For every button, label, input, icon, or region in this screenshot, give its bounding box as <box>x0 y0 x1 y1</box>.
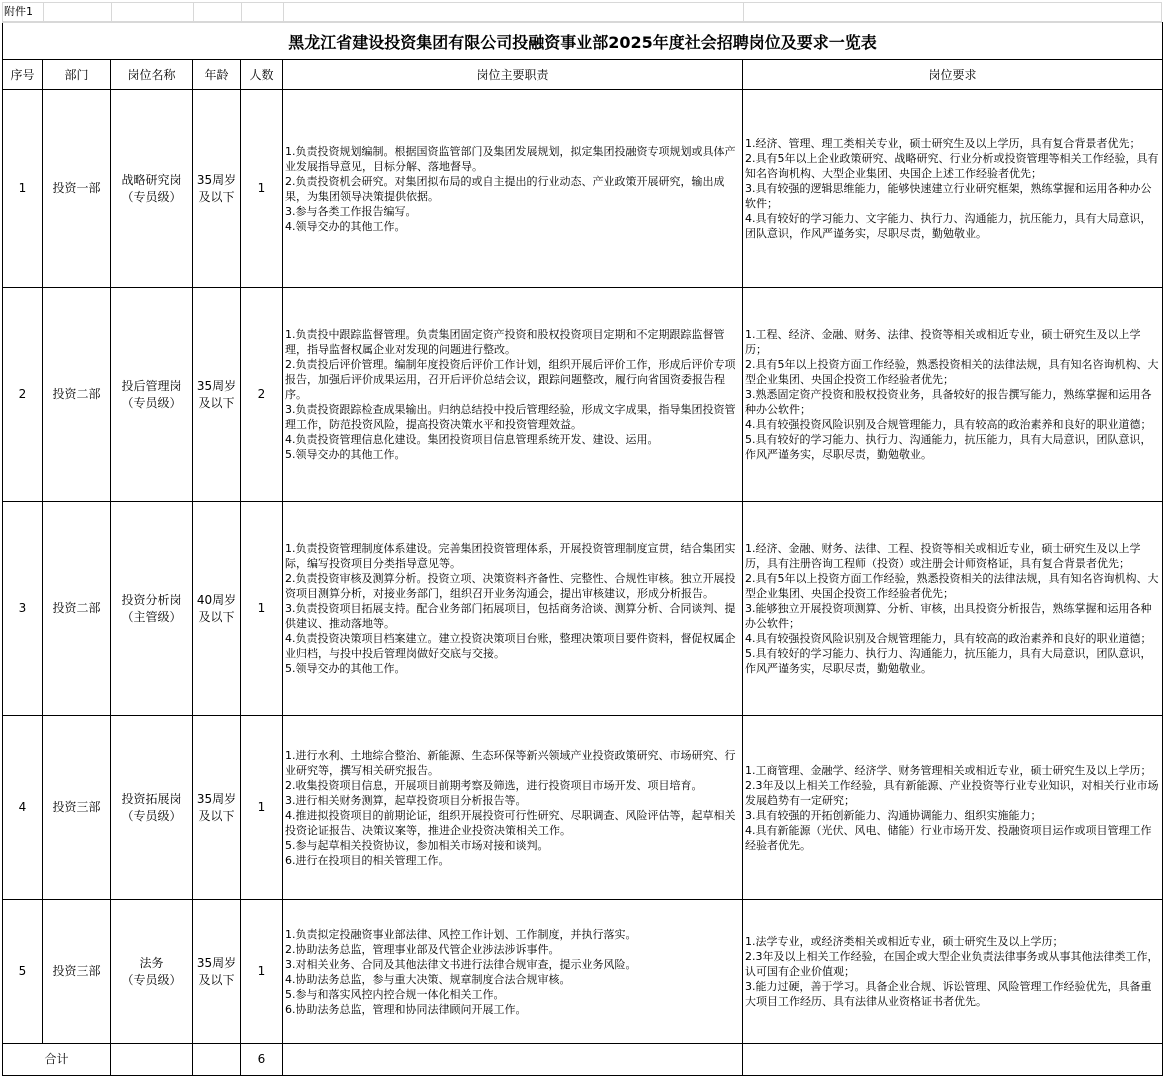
row-age: 35周岁 及以下 <box>193 288 241 502</box>
table-header-row <box>3 60 1163 90</box>
row-post: 投后管理岗 （专员级） <box>111 288 193 502</box>
row-post: 法务 （专员级） <box>111 900 193 1044</box>
row-no: 3 <box>3 502 43 716</box>
row-post: 投资分析岗 （主管级） <box>111 502 193 716</box>
row-no: 5 <box>3 900 43 1044</box>
row-duties: 1.负责投中跟踪监督管理。负责集团固定资产投资和股权投资项目定期和不定期跟踪监督管理，指导监督权属企业对发现的问题进行整改。 2.负责投后评价管理。编制年度投资后评价工作计划，组织开展后评价工作，形成后评价专项报告，加强后评价成果运用，召开后评价总结会议，跟踪问题整改，履行向省国资委报告程序。 3.负责投资跟踪检查成果输出。归纳总结投中投后管理经验，形成文字成果，指导集团投资管理工作，防范投资风险，提高投资决策水平和投资管理效益。 4.负责投资管理信息化建设。集团投资项目信息管理系统开发、建设、运用。 5.领导交办的其他工作。 <box>283 288 743 502</box>
row-count: 2 <box>241 288 283 502</box>
recruitment-table <box>2 22 1163 1076</box>
row-requirements: 1.工程、经济、金融、财务、法律、投资等相关或相近专业，硕士研究生及以上学历； 2.具有5年以上投资方面工作经验，熟悉投资相关的法律法规，具有知名咨询机构、大型企业集团、央国企投资工作经验者优先； 3.熟悉固定资产投资和股权投资业务，具备较好的报告撰写能力，熟练掌握和运用各种办公软件； 4.具有较强投资风险识别及合规管理能力，具有较高的政治素养和良好的职业道德； 5.具有较好的学习能力、执行力、沟通能力，抗压能力，具有大局意识，团队意识，作风严谨务实，尽职尽责，勤勉敬业。 <box>743 288 1163 502</box>
row-dept: 投资二部 <box>43 502 111 716</box>
row-no: 4 <box>3 716 43 900</box>
total-count: 6 <box>241 1044 283 1076</box>
total-empty-duties <box>283 1044 743 1076</box>
total-row <box>3 1044 1163 1076</box>
row-requirements: 1.经济、管理、理工类相关专业，硕士研究生及以上学历，具有复合背景者优先； 2.具有5年以上企业政策研究、战略研究、行业分析或投资管理等相关工作经验，具有知名咨询机构、大型企业集团、央国企上述工作经验者优先； 3.具有较强的逻辑思维能力，能够快速建立行业研究框架，熟练掌握和运用各种办公软件； 4.具有较好的学习能力、文字能力、执行力、沟通能力，抗压能力，具有大局意识，团队意识，作风严谨务实，尽职尽责，勤勉敬业。 <box>743 90 1163 288</box>
row-count: 1 <box>241 716 283 900</box>
row-duties: 1.负责投资规划编制。根据国资监管部门及集团发展规划，拟定集团投融资专项规划或具体产业发展指导意见，目标分解、落地督导。 2.负责投资机会研究。对集团拟布局的或自主提出的行业动态、产业政策开展研究，输出成果，为集团领导决策提供依据。 3.参与各类工作报告编写。 4.领导交办的其他工作。 <box>283 90 743 288</box>
row-dept: 投资二部 <box>43 288 111 502</box>
row-requirements: 1.工商管理、金融学、经济学、财务管理相关或相近专业，硕士研究生及以上学历； 2.3年及以上相关工作经验，具有新能源、产业投资等行业专业知识，对相关行业市场发展趋势有一定研究； 3.具有较强的开拓创新能力、沟通协调能力、组织实施能力； 4.具有新能源（光伏、风电、储能）行业市场开发、投融资项目运作或项目管理工作经验者优先。 <box>743 716 1163 900</box>
total-empty-requirements <box>743 1044 1163 1076</box>
row-post: 投资拓展岗 （专员级） <box>111 716 193 900</box>
table-row <box>3 716 1163 900</box>
row-dept: 投资一部 <box>43 90 111 288</box>
row-age: 40周岁 及以下 <box>193 502 241 716</box>
header-count: 人数 <box>241 60 283 90</box>
total-label: 合计 <box>3 1044 111 1076</box>
row-count: 1 <box>241 502 283 716</box>
row-dept: 投资三部 <box>43 716 111 900</box>
table-row <box>3 288 1163 502</box>
table-title: 黑龙江省建设投资集团有限公司投融资事业部2025年度社会招聘岗位及要求一览表 <box>3 23 1163 60</box>
header-age: 年龄 <box>193 60 241 90</box>
row-age: 35周岁 及以下 <box>193 90 241 288</box>
row-no: 2 <box>3 288 43 502</box>
attachment-label: 附件1 <box>4 5 33 18</box>
row-post: 战略研究岗 （专员级） <box>111 90 193 288</box>
row-duties: 1.负责拟定投融资事业部法律、风控工作计划、工作制度，并执行落实。 2.协助法务总监，管理事业部及代管企业涉法涉诉事件。 3.对相关业务、合同及其他法律文书进行法律合规审查，提示业务风险。 4.协助法务总监，参与重大决策、规章制度合法合规审核。 5.参与和落实风控内控合规一体化相关工作。 6.协助法务总监，管理和协同法律顾问开展工作。 <box>283 900 743 1044</box>
row-requirements: 1.法学专业，或经济类相关或相近专业，硕士研究生及以上学历； 2.3年及以上相关工作经验，在国企或大型企业负责法律事务或从事其他法律类工作，认可国有企业价值观； 3.能力过硬，善于学习。具备企业合规、诉讼管理、风险管理工作经验优先，具备重大项目工作经历、具有法律从业资格证书者优先。 <box>743 900 1163 1044</box>
row-duties: 1.进行水利、土地综合整治、新能源、生态环保等新兴领域产业投资政策研究、市场研究、行业研究等，撰写相关研究报告。 2.收集投资项目信息，开展项目前期考察及筛选，进行投资项目市场开发、项目培育。 3.进行相关财务测算，起草投资项目分析报告等。 4.推进拟投资项目的前期论证，组织开展投资可行性研究、尽职调查、风险评估等，起草相关投资论证报告、决策议案等，推进企业投资决策相关工作。 5.参与起草相关投资协议，参加相关市场对接和谈判。 6.进行在投项目的相关管理工作。 <box>283 716 743 900</box>
header-dept: 部门 <box>43 60 111 90</box>
header-requirements: 岗位要求 <box>743 60 1163 90</box>
header-post: 岗位名称 <box>111 60 193 90</box>
header-no: 序号 <box>3 60 43 90</box>
total-empty-post <box>111 1044 193 1076</box>
table-row <box>3 900 1163 1044</box>
total-empty-age <box>193 1044 241 1076</box>
row-age: 35周岁 及以下 <box>193 716 241 900</box>
table-row <box>3 90 1163 288</box>
header-duties: 岗位主要职责 <box>283 60 743 90</box>
row-duties: 1.负责投资管理制度体系建设。完善集团投资管理体系，开展投资管理制度宣贯，结合集团实际，编写投资项目分类指导意见等。 2.负责投资审核及测算分析。投资立项、决策资料齐备性、完整性、合规性审核。独立开展投资项目测算分析，对接业务部门，组织召开业务沟通会，提出审核建议，形成分析报告。 3.负责投资项目拓展支持。配合业务部门拓展项目，包括商务洽谈、测算分析、合同谈判、提供建议、推动落地等。 4.负责投资决策项目档案建立。建立投资决策项目台账，整理决策项目要件资料，督促权属企业归档，与投中投后管理岗做好交底与交接。 5.领导交办的其他工作。 <box>283 502 743 716</box>
row-dept: 投资三部 <box>43 900 111 1044</box>
row-count: 1 <box>241 900 283 1044</box>
row-no: 1 <box>3 90 43 288</box>
row-count: 1 <box>241 90 283 288</box>
table-row <box>3 502 1163 716</box>
row-age: 35周岁 及以下 <box>193 900 241 1044</box>
spreadsheet-grid-top <box>2 2 1162 22</box>
row-requirements: 1.经济、金融、财务、法律、工程、投资等相关或相近专业，硕士研究生及以上学历，具有注册咨询工程师（投资）或注册会计师资格证，具有复合背景者优先； 2.具有5年以上投资方面工作经验，熟悉投资相关的法律法规，具有知名咨询机构、大型企业集团、央国企投资工作经验者优先； 3.能够独立开展投资项测算、分析、审核，出具投资分析报告，熟练掌握和运用各种办公软件； 4.具有较强投资风险识别及合规管理能力，具有较高的政治素养和良好的职业道德； 5.具有较好的学习能力、执行力、沟通能力，抗压能力，具有大局意识，团队意识，作风严谨务实，尽职尽责，勤勉敬业。 <box>743 502 1163 716</box>
